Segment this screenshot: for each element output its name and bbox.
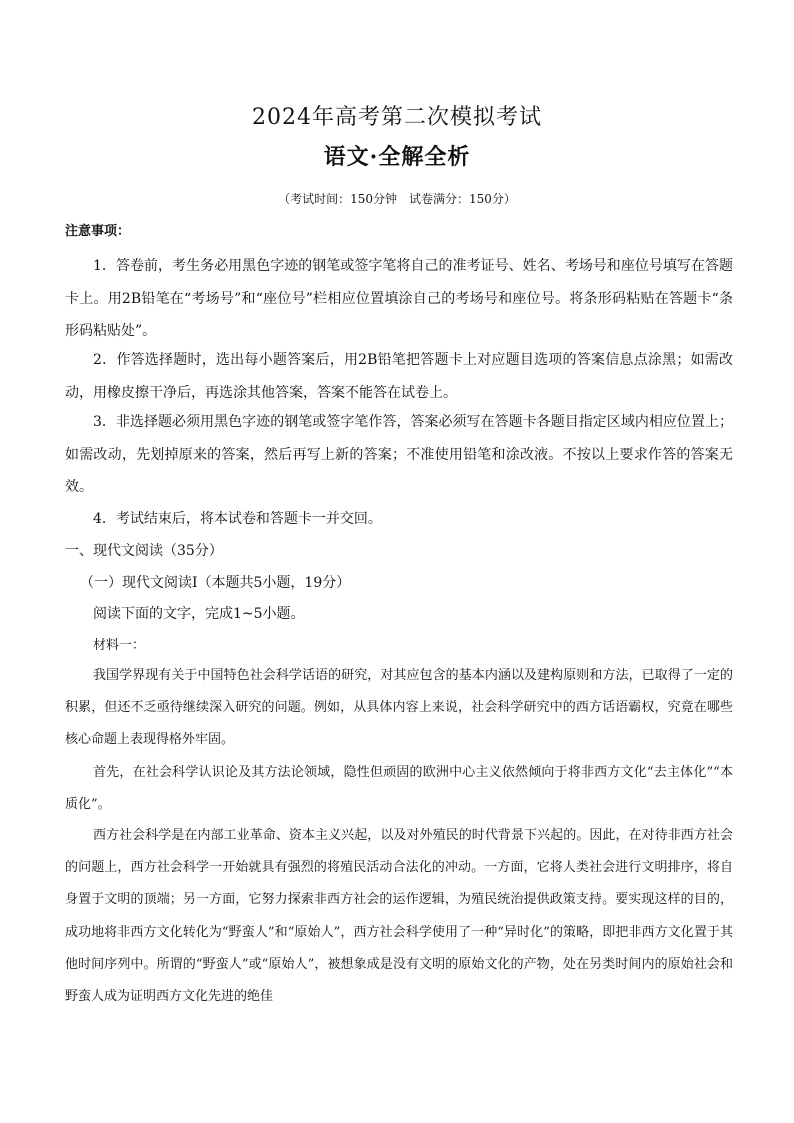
- material-paragraph-2: 首先，在社会科学认识论及其方法论领域，隐性但顽固的欧洲中心主义依然倾向于将非西方文化“去主体化”“本质化”。: [65, 765, 733, 813]
- material-label: 材料一：: [93, 638, 146, 653]
- notice-item-2: 2．作答选择题时，选出每小题答案后，用2B铅笔把答题卡上对应题目选项的答案信息点涂黑；如需改动，用橡皮擦干净后，再选涂其他答案，答案不能答在试卷上。: [65, 352, 733, 401]
- notice-item-4: 4．考试结束后，将本试卷和答题卡一并交回。: [93, 511, 382, 527]
- section-instruction: 阅读下面的文字，完成1~5小题。: [93, 606, 305, 622]
- notice-item-1: 1．答卷前，考生务必用黑色字迹的钢笔或签字笔将自己的准考证号、姓名、考场号和座位号填写在答题卡上。用2B铅笔在“考场号”和“座位号”栏相应位置填涂自己的考场号和座位号。将条形码粘贴在答题卡“条形码粘贴处”。: [65, 258, 733, 339]
- section-subheading: （一）现代文阅读Ⅰ（本题共5小题，19分）: [80, 575, 351, 591]
- notice-title: 注意事项：: [65, 224, 131, 239]
- material-paragraph-1: 我国学界现有关于中国特色社会科学话语的研究，对其应包含的基本内涵以及建构原则和方法，已取得了一定的积累，但还不乏亟待继续深入研究的问题。例如，从具体内容上来说，社会科学研究中的西方话语霸权，究竟在哪些核心命题上表现得格外牢固。: [65, 668, 733, 748]
- notice-item-3: 3．非选择题必须用黑色字迹的钢笔或签字笔作答，答案必须写在答题卡各题目指定区域内相应位置上；如需改动，先划掉原来的答案，然后再写上新的答案；不准使用铅笔和涂改液。不按以上要求作答的答案无效。: [65, 414, 733, 495]
- section-heading: 一、现代文阅读（35分）: [65, 543, 223, 559]
- document-title: 2024年高考第二次模拟考试: [252, 105, 542, 130]
- material-paragraph-3: 西方社会科学是在内部工业革命、资本主义兴起，以及对外殖民的时代背景下兴起的。因此，在对待非西方社会的问题上，西方社会科学一开始就具有强烈的将殖民活动合法化的冲动。一方面，它将人类社会进行文明排序，将自身置于文明的顶端；另一方面，它努力探索非西方社会的运作逻辑，为殖民统治提供政策支持。要实现这样的目的，成功地将非西方文化转化为“野蛮人”和“原始人”，西方社会科学使用了一种“异时化”的策略，即把非西方文化置于其他时间序列中。所谓的“野蛮人”或“原始人”，被想象成是没有文明的原始文化的产物，处在另类时间内的原始社会和野蛮人成为证明西方文化先进的绝佳: [65, 828, 733, 1005]
- document-subtitle: 语文·全解全析: [323, 144, 471, 170]
- exam-info: （考试时间：150分钟 试卷满分：150分）: [278, 192, 516, 206]
